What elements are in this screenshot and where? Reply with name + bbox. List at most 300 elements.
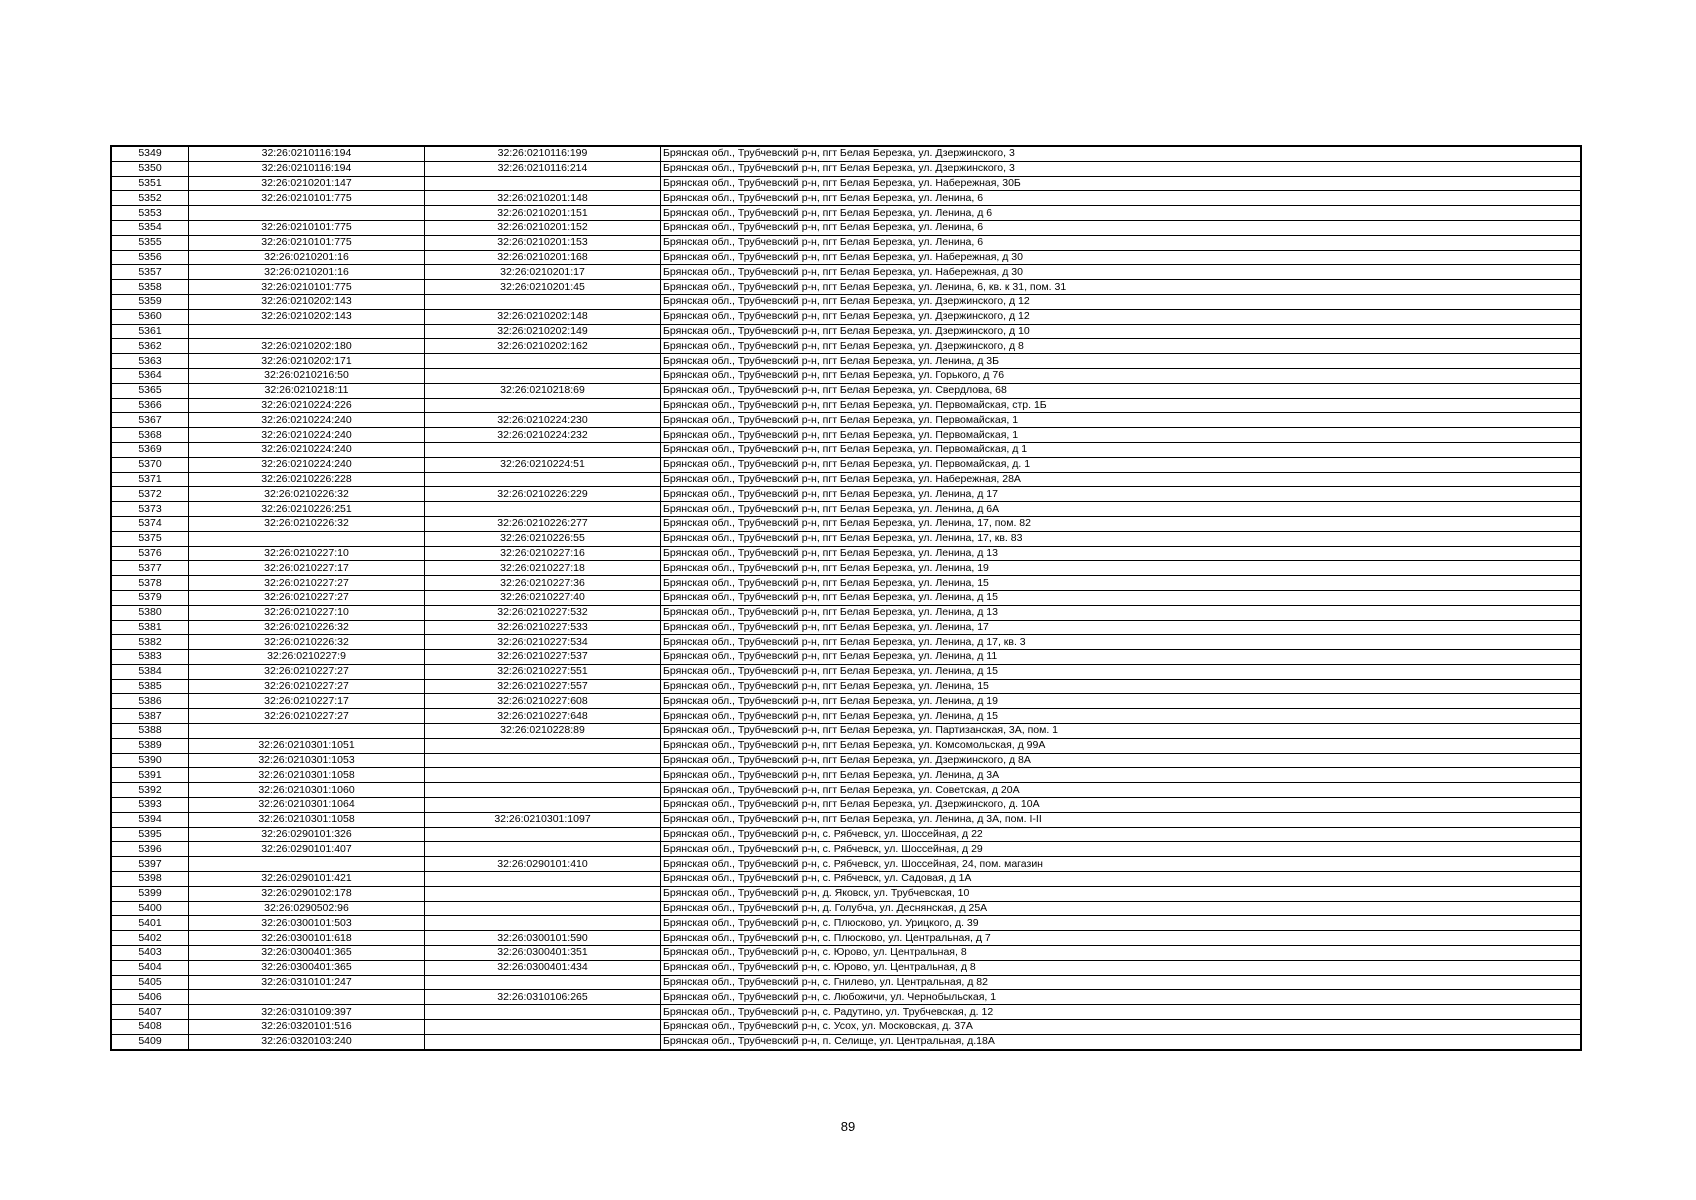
address-cell: Брянская обл., Трубчевский р-н, пгт Белая Березка, ул. Горького, д 76 [661,368,1582,383]
address-cell: Брянская обл., Трубчевский р-н, пгт Белая Березка, ул. Дзержинского, д 12 [661,294,1582,309]
address-cell: Брянская обл., Трубчевский р-н, пгт Белая Березка, ул. Ленина, д 3А [661,768,1582,783]
table-row [111,827,1581,842]
row-number-cell: 5351 [111,176,189,191]
row-number-cell: 5375 [111,531,189,546]
row-number-cell: 5372 [111,487,189,502]
address-cell: Брянская обл., Трубчевский р-н, пгт Белая Березка, ул. Набережная, д 30 [661,250,1582,265]
table-row [111,146,1581,161]
object-cadastral-number-cell: 32:26:0210227:36 [425,576,661,591]
address-cell: Брянская обл., Трубчевский р-н, пгт Белая Березка, ул. Дзержинского, 3 [661,146,1582,161]
land-cadastral-number-cell: 32:26:0210227:27 [189,576,425,591]
row-number-cell: 5390 [111,753,189,768]
object-cadastral-number-cell: 32:26:0210201:151 [425,206,661,221]
land-cadastral-number-cell [189,990,425,1005]
land-cadastral-number-cell: 32:26:0210227:27 [189,709,425,724]
land-cadastral-number-cell: 32:26:0210301:1060 [189,783,425,798]
address-cell: Брянская обл., Трубчевский р-н, с. Рябчевск, ул. Шоссейная, д 29 [661,842,1582,857]
row-number-cell: 5395 [111,827,189,842]
table-row [111,768,1581,783]
land-cadastral-number-cell: 32:26:0210226:32 [189,635,425,650]
land-cadastral-number-cell: 32:26:0210301:1053 [189,753,425,768]
row-number-cell: 5396 [111,842,189,857]
land-cadastral-number-cell: 32:26:0300101:618 [189,931,425,946]
table-row [111,235,1581,250]
object-cadastral-number-cell [425,1034,661,1049]
object-cadastral-number-cell: 32:26:0210227:532 [425,605,661,620]
table-row [111,1020,1581,1035]
land-cadastral-number-cell: 32:26:0320103:240 [189,1034,425,1049]
land-cadastral-number-cell: 32:26:0210226:32 [189,516,425,531]
row-number-cell: 5365 [111,383,189,398]
table-row [111,620,1581,635]
address-cell: Брянская обл., Трубчевский р-н, с. Рябчевск, ул. Шоссейная, д 22 [661,827,1582,842]
row-number-cell: 5368 [111,428,189,443]
address-cell: Брянская обл., Трубчевский р-н, пгт Белая Березка, ул. Первомайская, 1 [661,413,1582,428]
row-number-cell: 5349 [111,146,189,161]
land-cadastral-number-cell: 32:26:0210202:180 [189,339,425,354]
land-cadastral-number-cell: 32:26:0210227:9 [189,650,425,665]
land-cadastral-number-cell: 32:26:0210227:17 [189,694,425,709]
land-cadastral-number-cell: 32:26:0210202:143 [189,309,425,324]
table-row [111,605,1581,620]
address-cell: Брянская обл., Трубчевский р-н, пгт Белая Березка, ул. Ленина, 15 [661,679,1582,694]
land-cadastral-number-cell: 32:26:0210227:27 [189,679,425,694]
object-cadastral-number-cell: 32:26:0300401:351 [425,946,661,961]
address-cell: Брянская обл., Трубчевский р-н, пгт Белая Березка, ул. Ленина, д 15 [661,709,1582,724]
address-cell: Брянская обл., Трубчевский р-н, пгт Белая Березка, ул. Ленина, 17 [661,620,1582,635]
table-row [111,798,1581,813]
address-cell: Брянская обл., Трубчевский р-н, пгт Белая Березка, ул. Партизанская, 3А, пом. 1 [661,724,1582,739]
address-cell: Брянская обл., Трубчевский р-н, с. Гнилево, ул. Центральная, д 82 [661,975,1582,990]
object-cadastral-number-cell: 32:26:0290101:410 [425,857,661,872]
object-cadastral-number-cell: 32:26:0210227:557 [425,679,661,694]
land-cadastral-number-cell: 32:26:0300401:365 [189,946,425,961]
object-cadastral-number-cell [425,798,661,813]
land-cadastral-number-cell: 32:26:0310109:397 [189,1005,425,1020]
object-cadastral-number-cell [425,472,661,487]
object-cadastral-number-cell: 32:26:0210201:17 [425,265,661,280]
land-cadastral-number-cell [189,724,425,739]
land-cadastral-number-cell [189,206,425,221]
row-number-cell: 5380 [111,605,189,620]
object-cadastral-number-cell: 32:26:0210227:648 [425,709,661,724]
address-cell: Брянская обл., Трубчевский р-н, пгт Белая Березка, ул. Ленина, 15 [661,576,1582,591]
address-cell: Брянская обл., Трубчевский р-н, с. Любожичи, ул. Чернобыльская, 1 [661,990,1582,1005]
table-row [111,457,1581,472]
address-cell: Брянская обл., Трубчевский р-н, с. Юрово, ул. Центральная, д 8 [661,960,1582,975]
address-cell: Брянская обл., Трубчевский р-н, д. Голубча, ул. Деснянская, д 25А [661,901,1582,916]
land-cadastral-number-cell: 32:26:0210201:16 [189,250,425,265]
table-row [111,975,1581,990]
table-row [111,309,1581,324]
registry-table-body [111,146,1581,1050]
land-cadastral-number-cell: 32:26:0210202:171 [189,354,425,369]
row-number-cell: 5384 [111,664,189,679]
address-cell: Брянская обл., Трубчевский р-н, пгт Белая Березка, ул. Набережная, 30Б [661,176,1582,191]
land-cadastral-number-cell: 32:26:0210101:775 [189,235,425,250]
table-row [111,191,1581,206]
address-cell: Брянская обл., Трубчевский р-н, пгт Белая Березка, ул. Ленина, д 13 [661,605,1582,620]
object-cadastral-number-cell: 32:26:0210227:533 [425,620,661,635]
object-cadastral-number-cell: 32:26:0210202:149 [425,324,661,339]
object-cadastral-number-cell: 32:26:0210227:16 [425,546,661,561]
land-cadastral-number-cell: 32:26:0310101:247 [189,975,425,990]
row-number-cell: 5370 [111,457,189,472]
land-cadastral-number-cell: 32:26:0320101:516 [189,1020,425,1035]
table-row [111,590,1581,605]
object-cadastral-number-cell: 32:26:0210116:214 [425,161,661,176]
land-cadastral-number-cell: 32:26:0210218:11 [189,383,425,398]
object-cadastral-number-cell [425,916,661,931]
land-cadastral-number-cell: 32:26:0210301:1064 [189,798,425,813]
row-number-cell: 5400 [111,901,189,916]
object-cadastral-number-cell: 32:26:0210224:232 [425,428,661,443]
row-number-cell: 5382 [111,635,189,650]
table-row [111,442,1581,457]
object-cadastral-number-cell [425,176,661,191]
land-cadastral-number-cell: 32:26:0210101:775 [189,191,425,206]
object-cadastral-number-cell [425,1005,661,1020]
table-row [111,398,1581,413]
table-row [111,413,1581,428]
address-cell: Брянская обл., Трубчевский р-н, пгт Белая Березка, ул. Ленина, д 17, кв. 3 [661,635,1582,650]
table-row [111,694,1581,709]
object-cadastral-number-cell [425,975,661,990]
land-cadastral-number-cell: 32:26:0210201:16 [189,265,425,280]
address-cell: Брянская обл., Трубчевский р-н, пгт Белая Березка, ул. Первомайская, стр. 1Б [661,398,1582,413]
object-cadastral-number-cell: 32:26:0210226:277 [425,516,661,531]
row-number-cell: 5406 [111,990,189,1005]
row-number-cell: 5360 [111,309,189,324]
row-number-cell: 5378 [111,576,189,591]
land-cadastral-number-cell: 32:26:0210226:32 [189,620,425,635]
address-cell: Брянская обл., Трубчевский р-н, пгт Белая Березка, ул. Ленина, д 19 [661,694,1582,709]
row-number-cell: 5369 [111,442,189,457]
object-cadastral-number-cell: 32:26:0210224:230 [425,413,661,428]
object-cadastral-number-cell: 32:26:0210201:168 [425,250,661,265]
table-row [111,931,1581,946]
object-cadastral-number-cell: 32:26:0210116:199 [425,146,661,161]
table-row [111,516,1581,531]
table-row [111,220,1581,235]
object-cadastral-number-cell: 32:26:0210226:55 [425,531,661,546]
row-number-cell: 5354 [111,220,189,235]
row-number-cell: 5364 [111,368,189,383]
address-cell: Брянская обл., Трубчевский р-н, пгт Белая Березка, ул. Дзержинского, д 8А [661,753,1582,768]
object-cadastral-number-cell [425,354,661,369]
object-cadastral-number-cell [425,842,661,857]
table-row [111,635,1581,650]
table-row [111,487,1581,502]
land-cadastral-number-cell: 32:26:0210301:1051 [189,738,425,753]
object-cadastral-number-cell [425,1020,661,1035]
object-cadastral-number-cell [425,886,661,901]
object-cadastral-number-cell: 32:26:0210218:69 [425,383,661,398]
table-row [111,176,1581,191]
row-number-cell: 5409 [111,1034,189,1049]
land-cadastral-number-cell: 32:26:0210116:194 [189,161,425,176]
row-number-cell: 5389 [111,738,189,753]
row-number-cell: 5373 [111,502,189,517]
address-cell: Брянская обл., Трубчевский р-н, пгт Белая Березка, ул. Ленина, д 3А, пом. I-II [661,812,1582,827]
table-row [111,161,1581,176]
address-cell: Брянская обл., Трубчевский р-н, д. Яковск, ул. Трубчевская, 10 [661,886,1582,901]
table-row [111,546,1581,561]
row-number-cell: 5398 [111,872,189,887]
row-number-cell: 5371 [111,472,189,487]
object-cadastral-number-cell: 32:26:0210301:1097 [425,812,661,827]
land-cadastral-number-cell: 32:26:0290101:326 [189,827,425,842]
row-number-cell: 5397 [111,857,189,872]
row-number-cell: 5391 [111,768,189,783]
object-cadastral-number-cell [425,502,661,517]
row-number-cell: 5404 [111,960,189,975]
table-row [111,753,1581,768]
row-number-cell: 5392 [111,783,189,798]
row-number-cell: 5405 [111,975,189,990]
address-cell: Брянская обл., Трубчевский р-н, пгт Белая Березка, ул. Ленина, 6, кв. к 31, пом. 31 [661,280,1582,295]
object-cadastral-number-cell: 32:26:0210202:148 [425,309,661,324]
row-number-cell: 5352 [111,191,189,206]
row-number-cell: 5350 [111,161,189,176]
land-cadastral-number-cell: 32:26:0210226:251 [189,502,425,517]
address-cell: Брянская обл., Трубчевский р-н, пгт Белая Березка, ул. Первомайская, д 1 [661,442,1582,457]
row-number-cell: 5403 [111,946,189,961]
address-cell: Брянская обл., Трубчевский р-н, пгт Белая Березка, ул. Дзержинского, д 8 [661,339,1582,354]
table-row [111,664,1581,679]
object-cadastral-number-cell: 32:26:0210201:152 [425,220,661,235]
address-cell: Брянская обл., Трубчевский р-н, пгт Белая Березка, ул. Ленина, д 3Б [661,354,1582,369]
land-cadastral-number-cell: 32:26:0210227:10 [189,546,425,561]
table-row [111,901,1581,916]
address-cell: Брянская обл., Трубчевский р-н, с. Плюсково, ул. Урицкого, д. 39 [661,916,1582,931]
address-cell: Брянская обл., Трубчевский р-н, пгт Белая Березка, ул. Советская, д 20А [661,783,1582,798]
land-cadastral-number-cell: 32:26:0210227:10 [189,605,425,620]
land-cadastral-number-cell: 32:26:0210301:1058 [189,812,425,827]
row-number-cell: 5355 [111,235,189,250]
table-row [111,531,1581,546]
land-cadastral-number-cell: 32:26:0210201:147 [189,176,425,191]
object-cadastral-number-cell: 32:26:0210201:148 [425,191,661,206]
object-cadastral-number-cell: 32:26:0210227:40 [425,590,661,605]
table-row [111,960,1581,975]
row-number-cell: 5374 [111,516,189,531]
table-row [111,280,1581,295]
address-cell: Брянская обл., Трубчевский р-н, с. Рябчевск, ул. Шоссейная, 24, пом. магазин [661,857,1582,872]
row-number-cell: 5367 [111,413,189,428]
land-cadastral-number-cell: 32:26:0210224:240 [189,428,425,443]
row-number-cell: 5358 [111,280,189,295]
land-cadastral-number-cell: 32:26:0210202:143 [189,294,425,309]
address-cell: Брянская обл., Трубчевский р-н, пгт Белая Березка, ул. Ленина, д 11 [661,650,1582,665]
land-cadastral-number-cell: 32:26:0210224:240 [189,457,425,472]
row-number-cell: 5376 [111,546,189,561]
table-row [111,324,1581,339]
address-cell: Брянская обл., Трубчевский р-н, пгт Белая Березка, ул. Набережная, 28А [661,472,1582,487]
object-cadastral-number-cell [425,783,661,798]
object-cadastral-number-cell [425,768,661,783]
object-cadastral-number-cell [425,398,661,413]
table-row [111,368,1581,383]
land-cadastral-number-cell: 32:26:0210226:32 [189,487,425,502]
row-number-cell: 5401 [111,916,189,931]
object-cadastral-number-cell: 32:26:0300101:590 [425,931,661,946]
address-cell: Брянская обл., Трубчевский р-н, пгт Белая Березка, ул. Ленина, 17, кв. 83 [661,531,1582,546]
land-cadastral-number-cell: 32:26:0210224:240 [189,413,425,428]
land-cadastral-number-cell: 32:26:0290102:178 [189,886,425,901]
table-row [111,650,1581,665]
table-row [111,842,1581,857]
land-cadastral-number-cell: 32:26:0210224:226 [189,398,425,413]
address-cell: Брянская обл., Трубчевский р-н, пгт Белая Березка, ул. Ленина, д 6 [661,206,1582,221]
object-cadastral-number-cell [425,294,661,309]
object-cadastral-number-cell: 32:26:0210227:18 [425,561,661,576]
page-number: 89 [840,1119,856,1134]
table-row [111,857,1581,872]
registry-table [110,145,1582,1051]
table-row [111,1034,1581,1049]
table-row [111,354,1581,369]
address-cell: Брянская обл., Трубчевский р-н, пгт Белая Березка, ул. Ленина, д 6А [661,502,1582,517]
land-cadastral-number-cell: 32:26:0210224:240 [189,442,425,457]
object-cadastral-number-cell: 32:26:0210226:229 [425,487,661,502]
row-number-cell: 5379 [111,590,189,605]
object-cadastral-number-cell: 32:26:0210202:162 [425,339,661,354]
table-row [111,946,1581,961]
table-row [111,679,1581,694]
address-cell: Брянская обл., Трубчевский р-н, пгт Белая Березка, ул. Свердлова, 68 [661,383,1582,398]
address-cell: Брянская обл., Трубчевский р-н, пгт Белая Березка, ул. Первомайская, д. 1 [661,457,1582,472]
object-cadastral-number-cell: 32:26:0310106:265 [425,990,661,1005]
object-cadastral-number-cell [425,368,661,383]
address-cell: Брянская обл., Трубчевский р-н, с. Юрово, ул. Центральная, 8 [661,946,1582,961]
row-number-cell: 5402 [111,931,189,946]
row-number-cell: 5388 [111,724,189,739]
table-row [111,502,1581,517]
table-row [111,886,1581,901]
row-number-cell: 5357 [111,265,189,280]
table-row [111,265,1581,280]
address-cell: Брянская обл., Трубчевский р-н, с. Усох, ул. Московская, д. 37А [661,1020,1582,1035]
row-number-cell: 5386 [111,694,189,709]
address-cell: Брянская обл., Трубчевский р-н, пгт Белая Березка, ул. Ленина, д 15 [661,590,1582,605]
address-cell: Брянская обл., Трубчевский р-н, пгт Белая Березка, ул. Комсомольская, д 99А [661,738,1582,753]
row-number-cell: 5385 [111,679,189,694]
object-cadastral-number-cell: 32:26:0300401:434 [425,960,661,975]
object-cadastral-number-cell [425,872,661,887]
address-cell: Брянская обл., Трубчевский р-н, с. Рябчевск, ул. Садовая, д 1А [661,872,1582,887]
table-row [111,990,1581,1005]
land-cadastral-number-cell: 32:26:0210101:775 [189,280,425,295]
land-cadastral-number-cell: 32:26:0210216:50 [189,368,425,383]
address-cell: Брянская обл., Трубчевский р-н, пгт Белая Березка, ул. Ленина, 6 [661,191,1582,206]
land-cadastral-number-cell: 32:26:0290502:96 [189,901,425,916]
row-number-cell: 5393 [111,798,189,813]
table-row [111,709,1581,724]
table-row [111,916,1581,931]
row-number-cell: 5353 [111,206,189,221]
object-cadastral-number-cell: 32:26:0210227:537 [425,650,661,665]
row-number-cell: 5361 [111,324,189,339]
address-cell: Брянская обл., Трубчевский р-н, пгт Белая Березка, ул. Ленина, 19 [661,561,1582,576]
row-number-cell: 5407 [111,1005,189,1020]
land-cadastral-number-cell: 32:26:0290101:421 [189,872,425,887]
table-row [111,206,1581,221]
table-row [111,428,1581,443]
land-cadastral-number-cell: 32:26:0300101:503 [189,916,425,931]
row-number-cell: 5387 [111,709,189,724]
address-cell: Брянская обл., Трубчевский р-н, пгт Белая Березка, ул. Ленина, 6 [661,235,1582,250]
table-row [111,724,1581,739]
object-cadastral-number-cell: 32:26:0210227:534 [425,635,661,650]
table-row [111,812,1581,827]
land-cadastral-number-cell: 32:26:0210101:775 [189,220,425,235]
address-cell: Брянская обл., Трубчевский р-н, пгт Белая Березка, ул. Дзержинского, д 10 [661,324,1582,339]
land-cadastral-number-cell: 32:26:0210227:17 [189,561,425,576]
table-row [111,872,1581,887]
land-cadastral-number-cell: 32:26:0210116:194 [189,146,425,161]
land-cadastral-number-cell: 32:26:0210227:27 [189,664,425,679]
land-cadastral-number-cell: 32:26:0210227:27 [189,590,425,605]
address-cell: Брянская обл., Трубчевский р-н, пгт Белая Березка, ул. Ленина, 17, пом. 82 [661,516,1582,531]
address-cell: Брянская обл., Трубчевский р-н, пгт Белая Березка, ул. Ленина, 6 [661,220,1582,235]
object-cadastral-number-cell [425,901,661,916]
table-row [111,576,1581,591]
table-row [111,783,1581,798]
object-cadastral-number-cell: 32:26:0210201:45 [425,280,661,295]
address-cell: Брянская обл., Трубчевский р-н, п. Селище, ул. Центральная, д.18А [661,1034,1582,1049]
object-cadastral-number-cell [425,738,661,753]
land-cadastral-number-cell [189,531,425,546]
land-cadastral-number-cell: 32:26:0210301:1058 [189,768,425,783]
address-cell: Брянская обл., Трубчевский р-н, пгт Белая Березка, ул. Дзержинского, д 12 [661,309,1582,324]
address-cell: Брянская обл., Трубчевский р-н, пгт Белая Березка, ул. Ленина, д 15 [661,664,1582,679]
table-row [111,294,1581,309]
object-cadastral-number-cell [425,753,661,768]
row-number-cell: 5359 [111,294,189,309]
land-cadastral-number-cell: 32:26:0290101:407 [189,842,425,857]
row-number-cell: 5363 [111,354,189,369]
row-number-cell: 5399 [111,886,189,901]
address-cell: Брянская обл., Трубчевский р-н, с. Радутино, ул. Трубчевская, д. 12 [661,1005,1582,1020]
address-cell: Брянская обл., Трубчевский р-н, пгт Белая Березка, ул. Дзержинского, д. 10А [661,798,1582,813]
row-number-cell: 5356 [111,250,189,265]
table-row [111,339,1581,354]
row-number-cell: 5362 [111,339,189,354]
row-number-cell: 5408 [111,1020,189,1035]
land-cadastral-number-cell: 32:26:0210226:228 [189,472,425,487]
row-number-cell: 5366 [111,398,189,413]
table-row [111,250,1581,265]
address-cell: Брянская обл., Трубчевский р-н, пгт Белая Березка, ул. Ленина, д 13 [661,546,1582,561]
table-row [111,472,1581,487]
table-row [111,738,1581,753]
object-cadastral-number-cell: 32:26:0210201:153 [425,235,661,250]
object-cadastral-number-cell: 32:26:0210227:551 [425,664,661,679]
object-cadastral-number-cell: 32:26:0210228:89 [425,724,661,739]
land-cadastral-number-cell: 32:26:0300401:365 [189,960,425,975]
table-row [111,383,1581,398]
object-cadastral-number-cell: 32:26:0210227:608 [425,694,661,709]
address-cell: Брянская обл., Трубчевский р-н, пгт Белая Березка, ул. Ленина, д 17 [661,487,1582,502]
address-cell: Брянская обл., Трубчевский р-н, с. Плюсково, ул. Центральная, д 7 [661,931,1582,946]
object-cadastral-number-cell: 32:26:0210224:51 [425,457,661,472]
object-cadastral-number-cell [425,827,661,842]
row-number-cell: 5381 [111,620,189,635]
row-number-cell: 5394 [111,812,189,827]
row-number-cell: 5383 [111,650,189,665]
table-row [111,561,1581,576]
